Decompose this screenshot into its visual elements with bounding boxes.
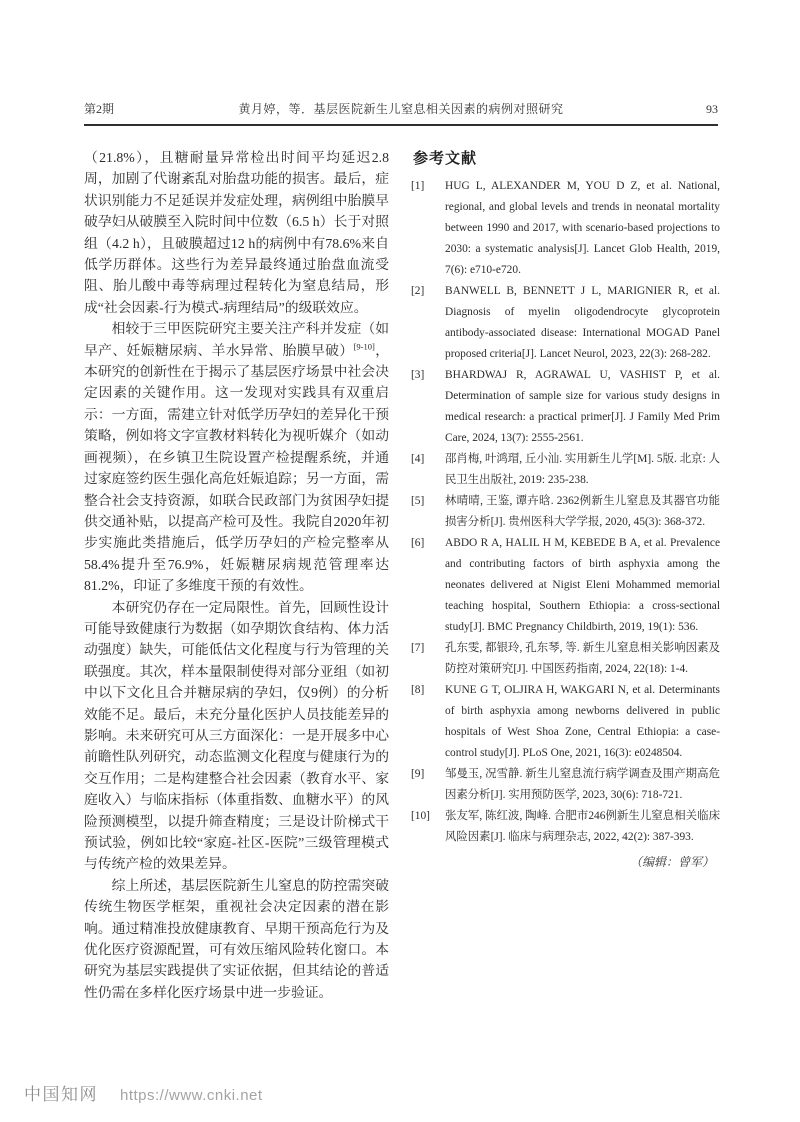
reference-item	[411, 680, 720, 764]
reference-number: [10]	[411, 810, 430, 822]
reference-text: 邹曼玉, 况雪静. 新生儿窒息流行病学调查及围产期高危因素分析[J]. 实用预防医学, 2023, 30(6): 718-721.	[445, 768, 720, 801]
reference-text: KUNE G T, OLJIRA H, WAKGARI N, et al. Determinants of birth asphyxia among newborns delivered in public hospitals of West Shoa Zone, Central Ethiopia: a case-control study[J]. PLoS One, 2021, 16(3): e0248504.	[445, 684, 720, 759]
reference-number: [9]	[411, 768, 425, 780]
reference-text: 邵肖梅, 叶鸿瑁, 丘小汕. 实用新生儿学[M]. 5版. 北京: 人民卫生出版社, 2019: 235-238.	[445, 453, 720, 486]
paragraph-2-post: ，本研究的创新性在于揭示了基层医疗场景中社会决定因素的关键作用。这一发现对实践具有双重启示：一方面，需建立针对低学历孕妇的差异化干预策略，例如将文字宣教材料转化为视听媒介（如动画视频），在乡镇卫生院设置产检提醒系统，并通过家庭签约医生强化高危妊娠追踪；另一方面，需整合社会支持资源，如联合民政部门为贫困孕妇提供交通补贴，以提高产检可及性。我院自2020年初步实施此类措施后，低学历孕妇的产检完整率从58.4%提升至76.9%，妊娠糖尿病规范管理率达81.2%，印证了多维度干预的有效性。	[84, 342, 389, 594]
reference-text: 孔东雯, 都银玲, 孔东琴, 等. 新生儿窒息相关影响因素及防控对策研究[J]. 中国医药指南, 2024, 22(18): 1-4.	[445, 642, 720, 675]
reference-text: BANWELL B, BENNETT J L, MARIGNIER R, et al. Diagnosis of myelin oligodendrocyte glycoprotein antibody-associated disease: International MOGAD Panel proposed criteria[J]. Lancet Neurol, 2023, 22(3): 268-282.	[445, 285, 720, 360]
reference-item	[411, 365, 720, 449]
paragraph-2-pre: 相较于三甲医院研究主要关注产科并发症（如早产、妊娠糖尿病、羊水异常、胎膜早破）	[84, 321, 389, 358]
page-number: 93	[706, 102, 718, 116]
paragraph-discussion-2	[84, 318, 389, 596]
reference-text: BHARDWAJ R, AGRAWAL U, VASHIST P, et al. Determination of sample size for various study designs in medical research: a practical primer[J]. J Family Med Prim Care, 2024, 13(7): 2555-2561.	[445, 369, 720, 444]
running-title: 黄月婷，等．基层医院新生儿窒息相关因素的病例对照研究	[238, 102, 564, 116]
references-heading: 参考文献	[413, 151, 478, 167]
reference-number: [7]	[411, 642, 425, 654]
cnki-url: https://www.cnki.net	[120, 1087, 263, 1104]
reference-text: 林晴晴, 王鉴, 谭卉晗. 2362例新生儿窒息及其器官功能损害分析[J]. 贵州医科大学学报, 2020, 45(3): 368-372.	[445, 495, 720, 528]
issue-label: 第2期	[84, 102, 115, 116]
reference-item	[411, 806, 720, 848]
paragraph-conclusion: 综上所述，基层医院新生儿窒息的防控需突破传统生物医学框架，重视社会决定因素的潜在影响。通过精准投放健康教育、早期干预高危行为及优化医疗资源配置，可有效压缩风险转化窗口。本研究为基层实践提供了实证依据，但其结论的普适性仍需在多样化医疗场景中进一步验证。	[84, 877, 389, 1000]
reference-item	[411, 449, 720, 491]
cnki-watermark	[24, 1080, 263, 1105]
reference-number: [2]	[411, 285, 425, 297]
reference-text: ABDO R A, HALIL H M, KEBEDE B A, et al. Prevalence and contributing factors of birth asphyxia among the neonates delivered at Nigist Eleni Mohammed memorial teaching hospital, Southern Ethiopia: a cross-sectional study[J]. BMC Pregnancy Childbirth, 2019, 19(1): 536.	[445, 537, 720, 633]
article-body	[84, 147, 720, 1003]
citation-superscript: [9-10]	[353, 341, 375, 352]
reference-text: HUG L, ALEXANDER M, YOU D Z, et al. National, regional, and global levels and trends in neonatal mortality between 1990 and 2017, with scenario-based projections to 2030: a systematic analysis[J]. Lancet Glob Health, 2019, 7(6): e710-e720.	[445, 180, 720, 276]
editor-note: （编辑：曾军）	[629, 855, 714, 869]
reference-item	[411, 533, 720, 638]
reference-number: [6]	[411, 537, 425, 549]
reference-item	[411, 281, 720, 365]
paragraph-limitations: 本研究仍存在一定局限性。首先，回顾性设计可能导致健康行为数据（如孕期饮食结构、体力活动强度）缺失，可能低估文化程度与行为管理的关联强度。其次，样本量限制使得对部分亚组（如初中以下文化且合并糖尿病的孕妇，仅9例）的分析效能不足。最后，未充分量化医护人员技能差异的影响。未来研究可从三方面深化：一是开展多中心前瞻性队列研究，动态监测文化程度与健康行为的交互作用；二是构建整合社会因素（教育水平、家庭收入）与临床指标（体重指数、血糖水平）的风险预测模型，以提升筛查精度；三是设计阶梯式干预试验，例如比较“家庭-社区-医院”三级管理模式与传统产检的效果差异。	[84, 599, 389, 872]
reference-number: [3]	[411, 369, 425, 381]
reference-number: [8]	[411, 684, 425, 696]
reference-item	[411, 638, 720, 680]
references-column	[411, 147, 720, 1003]
reference-item	[411, 491, 720, 533]
page-header	[84, 100, 718, 126]
reference-item	[411, 764, 720, 806]
reference-number: [4]	[411, 453, 425, 465]
reference-item	[411, 176, 720, 281]
reference-number: [1]	[411, 180, 425, 192]
reference-number: [5]	[411, 495, 425, 507]
paragraph-discussion-1: （21.8%），且糖耐量异常检出时间平均延迟2.8周，加剧了代谢紊乱对胎盘功能的损害。最后，症状识别能力不足延误并发症处理，病例组中胎膜早破孕妇从破膜至入院时间中位数（6.5 h）长于对照组（4.2 h），且破膜超过12 h的病例中有78.6%来自低学历群体。这些行为差异最终通过胎盘血流受阻、胎儿酸中毒等病理过程转化为窒息结局，形成“社会因素-行为模式-病理结局”的级联效应。	[84, 150, 389, 315]
left-column	[84, 147, 389, 1003]
reference-text: 张友军, 陈红波, 陶峰. 合肥市246例新生儿窒息相关临床风险因素[J]. 临床与病理杂志, 2022, 42(2): 387-393.	[445, 810, 720, 843]
cnki-brand: 中国知网	[24, 1085, 98, 1104]
